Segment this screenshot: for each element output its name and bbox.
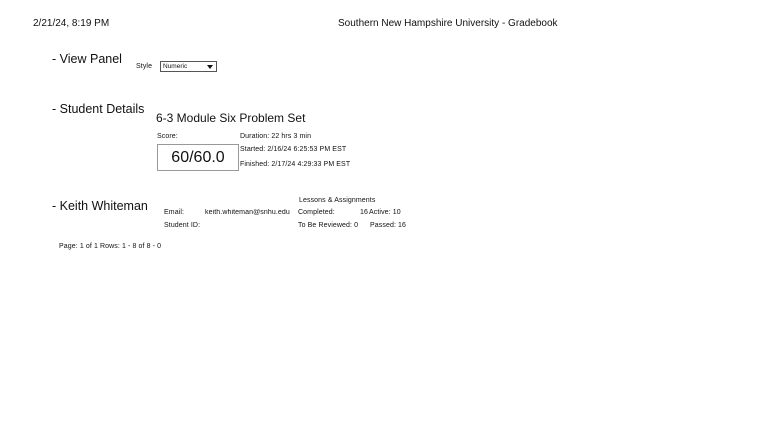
chevron-down-icon (207, 65, 213, 69)
completed-count: 16 (360, 209, 368, 216)
email-value: keith.whiteman@snhu.edu (205, 209, 290, 216)
style-label: Style (136, 63, 153, 70)
style-select-value: Numeric (163, 63, 188, 70)
print-datetime: 2/21/24, 8:19 PM (33, 18, 110, 29)
passed-count: Passed: 16 (370, 222, 407, 229)
duration-text: Duration: 22 hrs 3 min (240, 133, 312, 140)
style-select[interactable] (160, 61, 217, 72)
page-title: Southern New Hampshire University - Gradebook (338, 18, 558, 29)
student-details-section[interactable]: - Student Details (52, 102, 145, 116)
view-panel-section[interactable]: - View Panel (52, 52, 122, 66)
active-count: Active: 10 (369, 209, 401, 216)
score-label: Score: (157, 133, 178, 140)
email-label: Email: (164, 209, 185, 216)
completed-label: Completed: (298, 209, 335, 216)
started-text: Started: 2/16/24 6:25:53 PM EST (240, 146, 347, 153)
lessons-header: Lessons & Assignments (299, 197, 376, 204)
to-be-reviewed: To Be Reviewed: 0 (298, 222, 359, 229)
finished-text: Finished: 2/17/24 4:29:33 PM EST (240, 161, 351, 168)
score-value: 60/60.0 (157, 144, 239, 171)
assignment-title: 6-3 Module Six Problem Set (156, 111, 306, 125)
student-id-label: Student ID: (164, 222, 201, 229)
student-name-section[interactable]: - Keith Whiteman (52, 199, 148, 213)
pagination-info: Page: 1 of 1 Rows: 1 - 8 of 8 - 0 (59, 243, 162, 250)
